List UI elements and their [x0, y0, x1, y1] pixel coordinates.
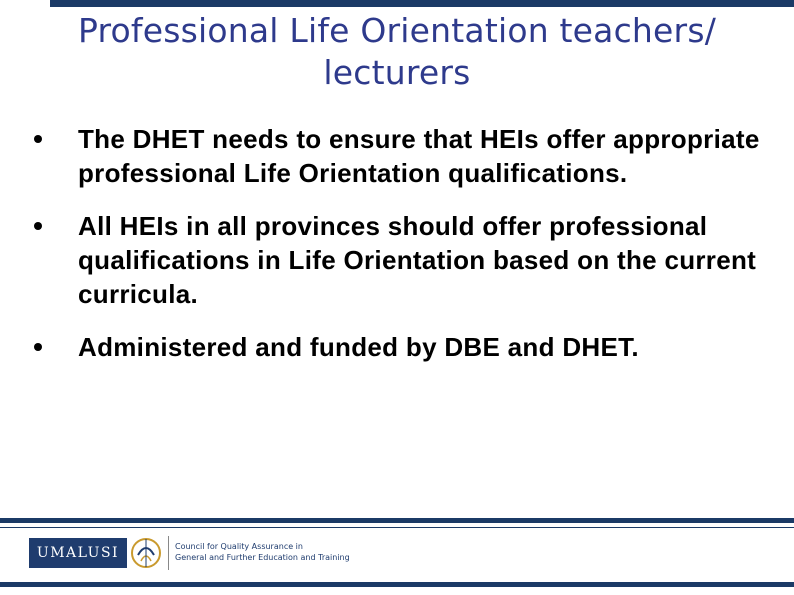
bullet-item-1 [34, 122, 774, 190]
footer-rule-bottom [0, 582, 794, 587]
footer-rule-thin [0, 527, 794, 528]
council-line-1: Council for Quality Assurance in [175, 542, 303, 551]
bullet-dot-icon [34, 135, 42, 143]
council-name [175, 541, 350, 563]
footer-divider [168, 536, 169, 570]
bullet-list [34, 122, 774, 383]
slide-title [0, 10, 794, 94]
bullet-text-2: All HEIs in all provinces should offer professional qualifications in Life Orientation based on the current curricula. [78, 211, 757, 309]
umalusi-logo: UMALUSI [29, 538, 127, 568]
slide-title-line-2: lecturers [323, 53, 471, 92]
top-accent-bar [50, 0, 794, 7]
bullet-text-3: Administered and funded by DBE and DHET. [78, 332, 639, 362]
bullet-text-1: The DHET needs to ensure that HEIs offer appropriate professional Life Orientation qualifications. [78, 124, 760, 188]
bullet-dot-icon [34, 343, 42, 351]
slide-title-line-1: Professional Life Orientation teachers/ [77, 11, 717, 50]
umalusi-emblem-icon [129, 533, 163, 573]
bullet-item-3 [34, 330, 774, 364]
council-line-2: General and Further Education and Training [175, 553, 350, 562]
footer-rule-top [0, 518, 794, 523]
bullet-dot-icon [34, 222, 42, 230]
bullet-item-2 [34, 209, 774, 311]
